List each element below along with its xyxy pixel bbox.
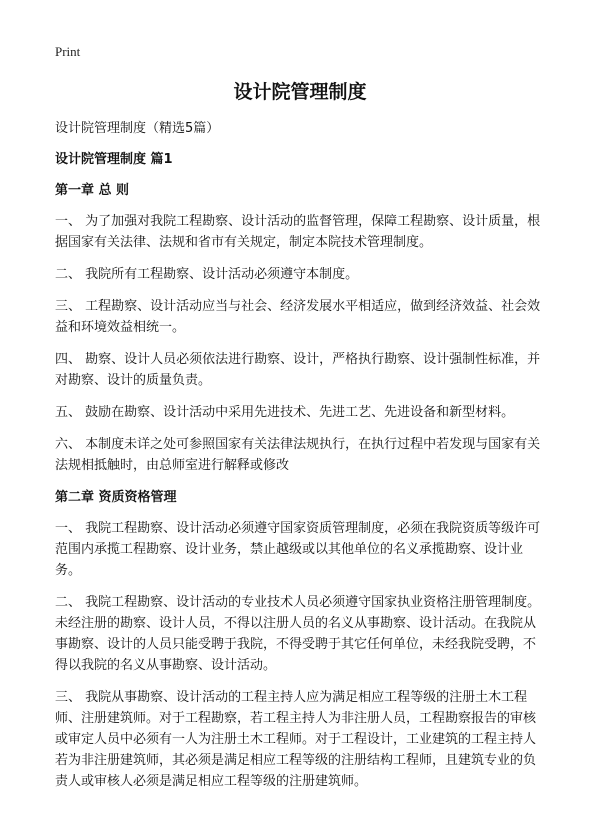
chapter-2-paragraph: 二、 我院工程勘察、设计活动的专业技术人员必须遵守国家执业资格注册管理制度。未经注册的勘察、设计人员，不得以注册人员的名义从事勘察、设计活动。在我院从事勘察、设计的人员只能受聘于我院，不得受聘于其它任何单位，未经我院受聘，不得以我院的名义从事勘察、设计活动。 [55,595,541,673]
print-link[interactable]: Print [55,44,81,59]
section-heading: 设计院管理制度 篇1 [55,152,173,167]
chapter-1-heading: 第一章 总 则 [55,183,130,198]
chapter-1-paragraph: 五、 鼓励在勘察、设计活动中采用先进技术、先进工艺、先进设备和新型材料。 [55,405,515,420]
chapter-1-paragraph: 六、 本制度未详之处可参照国家有关法律法规执行，在执行过程中若发现与国家有关法规相抵触时，由总师室进行解释或修改 [55,437,541,473]
document-title: 设计院管理制度 [233,81,367,103]
chapter-2-heading: 第二章 资质资格管理 [55,490,177,505]
chapter-1-paragraph: 四、 勘察、设计人员必须依法进行勘察、设计，严格执行勘察、设计强制性标准，并对勘察、设计的质量负责。 [55,352,541,388]
document-subtitle: 设计院管理制度（精选5篇） [55,121,220,136]
document-content [55,118,545,803]
chapter-1-paragraph: 二、 我院所有工程勘察、设计活动必须遵守本制度。 [55,267,359,282]
chapter-1-paragraph: 三、 工程勘察、设计活动应当与社会、经济发展水平相适应，做到经济效益、社会效益和环境效益相统一。 [55,299,541,335]
chapter-2-paragraph: 一、 我院工程勘察、设计活动必须遵守国家资质管理制度，必须在我院资质等级许可范围内承揽工程勘察、设计业务，禁止越级或以其他单位的名义承揽勘察、设计业务。 [55,521,541,578]
chapter-1-paragraph: 一、 为了加强对我院工程勘察、设计活动的监督管理，保障工程勘察、设计质量，根据国家有关法律、法规和省市有关规定，制定本院技术管理制度。 [55,214,541,250]
chapter-2-paragraph: 三、 我院从事勘察、设计活动的工程主持人应为满足相应工程等级的注册土木工程师、注册建筑师。对于工程勘察，若工程主持人为非注册人员，工程勘察报告的审核或审定人员中必须有一人为注册土木工程师。对于工程设计，工业建筑的工程主持人若为非注册建筑师，其必须是满足相应工程等级的注册结构工程师，且建筑专业的负责人或审核人必须是满足相应工程等级的注册建筑师。 [55,690,537,789]
